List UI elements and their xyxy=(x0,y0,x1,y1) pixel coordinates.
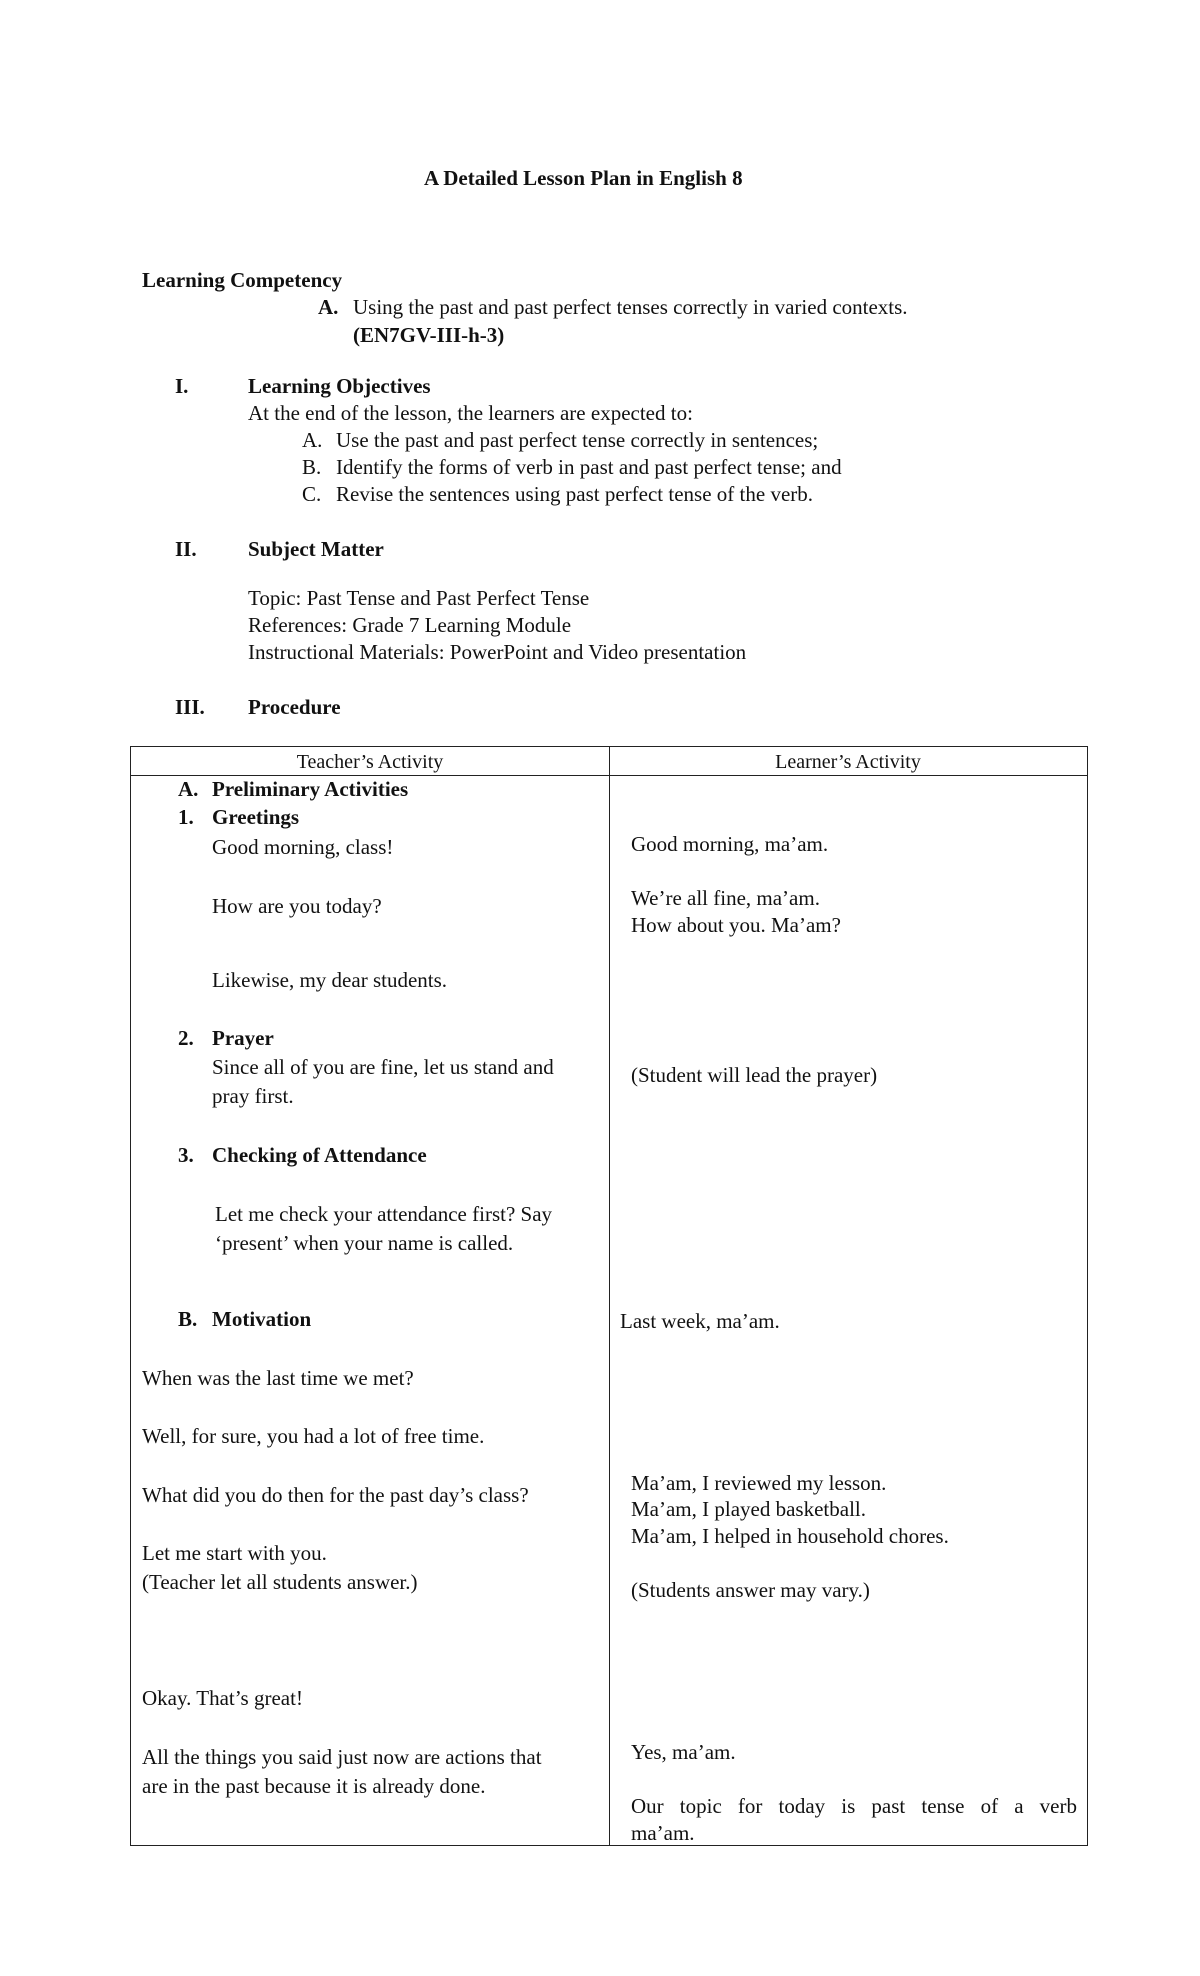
objective-letter: B. xyxy=(302,455,322,479)
competency-text: Using the past and past perfect tenses correctly in varied contexts. xyxy=(353,295,908,319)
greetings-heading: Greetings xyxy=(212,805,300,829)
learner-line: Yes, ma’am. xyxy=(631,1740,736,1764)
teacher-line: Good morning, class! xyxy=(212,835,394,859)
attendance-number: 3. xyxy=(178,1143,194,1167)
objectives-heading: Learning Objectives xyxy=(248,374,431,398)
learner-line: Ma’am, I helped in household chores. xyxy=(631,1524,949,1548)
procedure-heading: Procedure xyxy=(248,695,341,719)
table-column-divider xyxy=(609,747,610,1845)
learner-column-header: Learner’s Activity xyxy=(775,751,921,773)
prayer-heading: Prayer xyxy=(212,1026,274,1050)
prelim-letter: A. xyxy=(178,777,199,801)
prayer-number: 2. xyxy=(178,1026,194,1050)
subject-topic: Topic: Past Tense and Past Perfect Tense xyxy=(248,586,590,610)
teacher-line: How are you today? xyxy=(212,894,382,918)
learner-line: ma’am. xyxy=(631,1821,695,1845)
objective-text: Use the past and past perfect tense correctly in sentences; xyxy=(336,428,819,452)
learner-line: (Students answer may vary.) xyxy=(631,1578,870,1602)
attendance-heading: Checking of Attendance xyxy=(212,1143,427,1167)
objective-letter: A. xyxy=(302,428,323,452)
subject-heading: Subject Matter xyxy=(248,537,384,561)
learner-line: Ma’am, I played basketball. xyxy=(631,1497,866,1521)
teacher-line: are in the past because it is already done. xyxy=(142,1774,486,1798)
motivation-letter: B. xyxy=(178,1307,198,1331)
objectives-intro: At the end of the lesson, the learners are expected to: xyxy=(248,401,693,425)
teacher-line: (Teacher let all students answer.) xyxy=(142,1570,418,1594)
subject-references: References: Grade 7 Learning Module xyxy=(248,613,572,637)
teacher-line: Well, for sure, you had a lot of free time. xyxy=(142,1424,485,1448)
greetings-number: 1. xyxy=(178,805,194,829)
competency-letter: A. xyxy=(318,295,339,319)
learner-line: We’re all fine, ma’am. xyxy=(631,886,820,910)
page-title: A Detailed Lesson Plan in English 8 xyxy=(424,166,743,190)
teacher-line: Since all of you are fine, let us stand and xyxy=(212,1055,554,1079)
procedure-number: III. xyxy=(175,695,205,719)
teacher-line: Let me check your attendance first? Say xyxy=(215,1202,553,1226)
competency-heading: Learning Competency xyxy=(142,268,343,292)
learner-line: Ma’am, I reviewed my lesson. xyxy=(631,1471,887,1495)
motivation-heading: Motivation xyxy=(212,1307,312,1331)
objective-text: Identify the forms of verb in past and past perfect tense; and xyxy=(336,455,842,479)
teacher-line: Let me start with you. xyxy=(142,1541,327,1565)
learner-line: How about you. Ma’am? xyxy=(631,913,841,937)
teacher-line: Okay. That’s great! xyxy=(142,1686,303,1710)
teacher-line: ‘present’ when your name is called. xyxy=(215,1231,514,1255)
teacher-line: pray first. xyxy=(212,1084,294,1108)
subject-number: II. xyxy=(175,537,197,561)
teacher-line: What did you do then for the past day’s class? xyxy=(142,1483,529,1507)
objective-text: Revise the sentences using past perfect tense of the verb. xyxy=(336,482,814,506)
learner-line: Good morning, ma’am. xyxy=(631,832,829,856)
teacher-line: Likewise, my dear students. xyxy=(212,968,448,992)
teacher-column-header: Teacher’s Activity xyxy=(296,751,444,773)
learner-line: (Student will lead the prayer) xyxy=(631,1063,878,1087)
competency-code: (EN7GV-III-h-3) xyxy=(353,323,505,347)
teacher-line: All the things you said just now are actions that xyxy=(142,1745,542,1769)
learner-line: Our topic for today is past tense of a verb xyxy=(631,1794,1077,1818)
objectives-number: I. xyxy=(175,374,189,398)
learner-line: Last week, ma’am. xyxy=(620,1309,780,1333)
teacher-line: When was the last time we met? xyxy=(142,1366,414,1390)
subject-materials: Instructional Materials: PowerPoint and Video presentation xyxy=(248,640,747,664)
prelim-heading: Preliminary Activities xyxy=(212,777,409,801)
objective-letter: C. xyxy=(302,482,322,506)
